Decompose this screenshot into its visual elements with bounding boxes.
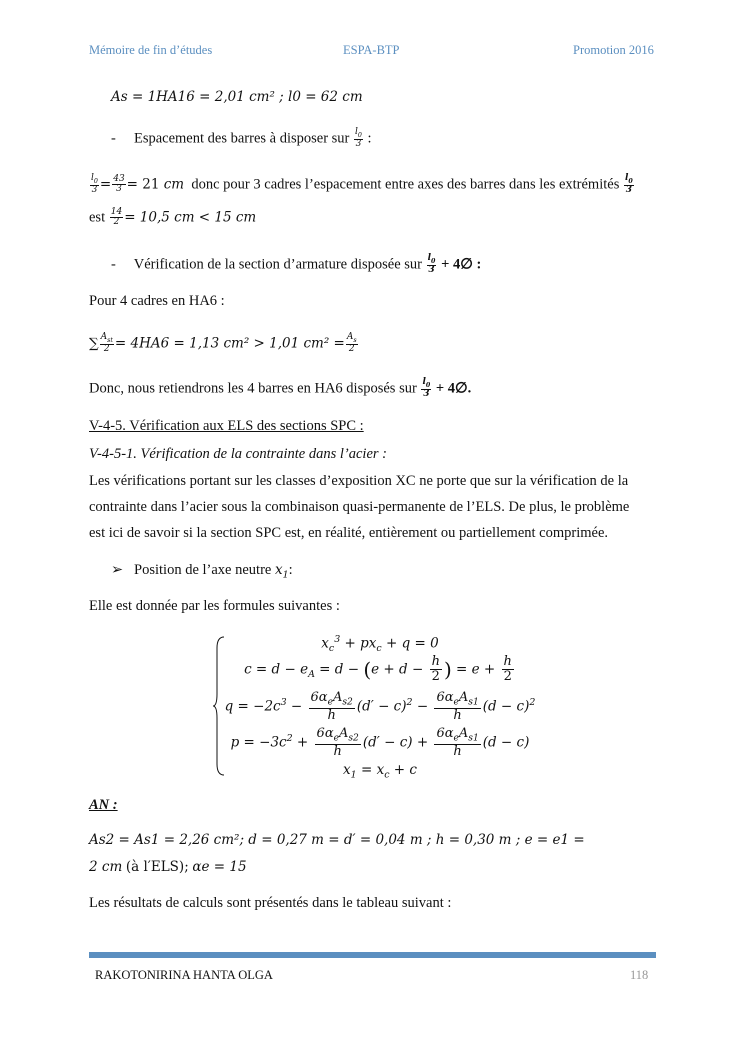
dash-bullet: - bbox=[111, 130, 116, 147]
section-title: V-4-5. Vérification aux ELS des sections SPC : bbox=[89, 418, 364, 434]
fraction-43-3: $\frac{43}{3}$ bbox=[113, 173, 125, 195]
an-line-2b: (à l′ELS); bbox=[125, 859, 189, 875]
footer-divider bbox=[89, 952, 656, 958]
donc-text: Donc, nous retiendrons les 4 barres en HA6 disposés sur bbox=[89, 380, 417, 397]
paragraph-line-3: est ici de savoir si la section SPC est, en réalité, entièrement ou partiellement comprimée. bbox=[89, 525, 609, 541]
fraction-l0-3-bold: $\frac{l_0}{3}$ bbox=[427, 253, 436, 276]
results-text: Les résultats de calculs sont présentés dans le tableau suivant : bbox=[89, 895, 452, 911]
equation-1: $x_c^3 + px_c + q = 0$ bbox=[321, 634, 439, 655]
spacing-text: Espacement des barres à disposer sur bbox=[133, 130, 350, 147]
header-center: ESPA-BTP bbox=[343, 43, 400, 57]
equation-5: $x_1 = x_c + c$ bbox=[343, 762, 417, 781]
bullet-text: Position de l’axe neutre bbox=[134, 562, 272, 578]
header-left: Mémoire de fin d’études bbox=[89, 43, 213, 57]
formulas-intro: Elle est donnée par les formules suivantes : bbox=[89, 598, 340, 614]
paragraph-line-1: Les vérifications portant sur les classes d’exposition XC ne porte que sur la vérification de la bbox=[89, 473, 629, 489]
sum-line: ∑ $\frac{A_{st}}{2}$ = 4HA6 = 1,13 cm² > 1,01 cm² = $\frac{A_s}{2}$ bbox=[89, 332, 357, 355]
an-line-1: As2 = As1 = 2,26 cm²; d = 0,27 m = d′ = 0,04 m ; h = 0,30 m ; e = e1 = bbox=[89, 832, 585, 848]
fraction-l0-3-bold: $\frac{l_0}{3}$ bbox=[422, 377, 431, 400]
cadres-text: Pour 4 cadres en HA6 : bbox=[89, 293, 225, 309]
fraction-14-2: $\frac{14}{2}$ bbox=[110, 207, 123, 228]
donc-line bbox=[89, 378, 471, 400]
donc-suffix: + 4∅. bbox=[435, 380, 472, 397]
fraction-ast-2: $\frac{A_{st}}{2}$ bbox=[100, 332, 113, 355]
l0-43-line: $\frac{l_0}{3}$ = $\frac{43}{3}$ = 21 cm donc pour 3 cadres l’espacement entre axes des barres dans les extrémités $\frac{l_0}{3}$ bbox=[91, 173, 633, 196]
equation-2: $c = d - e_A = d - (e + d$ − $\frac{h}{2}$ ) = e + $\frac{h}{2}$ bbox=[244, 654, 512, 685]
equation-4: $p = -3c^2$ + $6\alpha_eA_{s2}$ h (d′ − c) + $6\alpha_eA_{s1}$ h (d − c) bbox=[230, 726, 530, 759]
l0-43-text: donc pour 3 cadres l’espacement entre axes des barres dans les extrémités bbox=[191, 176, 620, 193]
est-value: = 10,5 cm < 15 cm bbox=[124, 209, 257, 226]
spacing-colon: : bbox=[367, 130, 372, 147]
as-equation: As = 1HA16 = 2,01 cm² ; l0 = 62 cm bbox=[111, 89, 363, 105]
an-line-2c: αe = 15 bbox=[192, 859, 247, 875]
an-label: AN : bbox=[89, 797, 118, 813]
arrow-bullet-icon: ➢ bbox=[111, 562, 124, 578]
an-line-2a: 2 cm bbox=[89, 859, 123, 875]
page-number: 118 bbox=[630, 968, 649, 982]
footer-author: RAKOTONIRINA HANTA OLGA bbox=[95, 968, 273, 982]
verif-suffix: + 4∅ : bbox=[441, 256, 482, 273]
subsection-title: V-4-5-1. Vérification de la contrainte dans l’acier : bbox=[89, 446, 387, 462]
verif-text: Vérification de la section d’armature disposée sur bbox=[133, 256, 422, 273]
sum-equation: = 4HA6 = 1,13 cm² > 1,01 cm² = bbox=[114, 335, 345, 352]
fraction-l0-3: $\frac{l_0}{3}$ bbox=[91, 173, 98, 196]
bullet-line: ➢ Position de l’axe neutre $x_1$: bbox=[111, 562, 293, 581]
est-label: est bbox=[89, 209, 106, 226]
header-right: Promotion 2016 bbox=[573, 43, 654, 57]
an-line-2 bbox=[89, 860, 247, 875]
equation-3: $q = -2c^3$ − $6\alpha_eA_{s2}$ h $(d' - c)^2$ − $6\alpha_eA_{s1}$ h $(d - c)^2$ bbox=[224, 690, 536, 723]
fraction-l0-3-bold: $\frac{l_0}{3}$ bbox=[624, 173, 633, 196]
verif-line bbox=[111, 254, 481, 276]
est-line bbox=[89, 208, 256, 228]
fraction-l0-3: $\frac{l_0}{3}$ bbox=[355, 127, 362, 150]
fraction-as-2: $\frac{A_s}{2}$ bbox=[346, 332, 357, 355]
paragraph-line-2: contrainte dans l’acier sous la combinaison quasi-permanente de l’ELS. De plus, le problème bbox=[89, 499, 630, 515]
spacing-line bbox=[111, 128, 372, 150]
dash-bullet: - bbox=[111, 256, 116, 273]
